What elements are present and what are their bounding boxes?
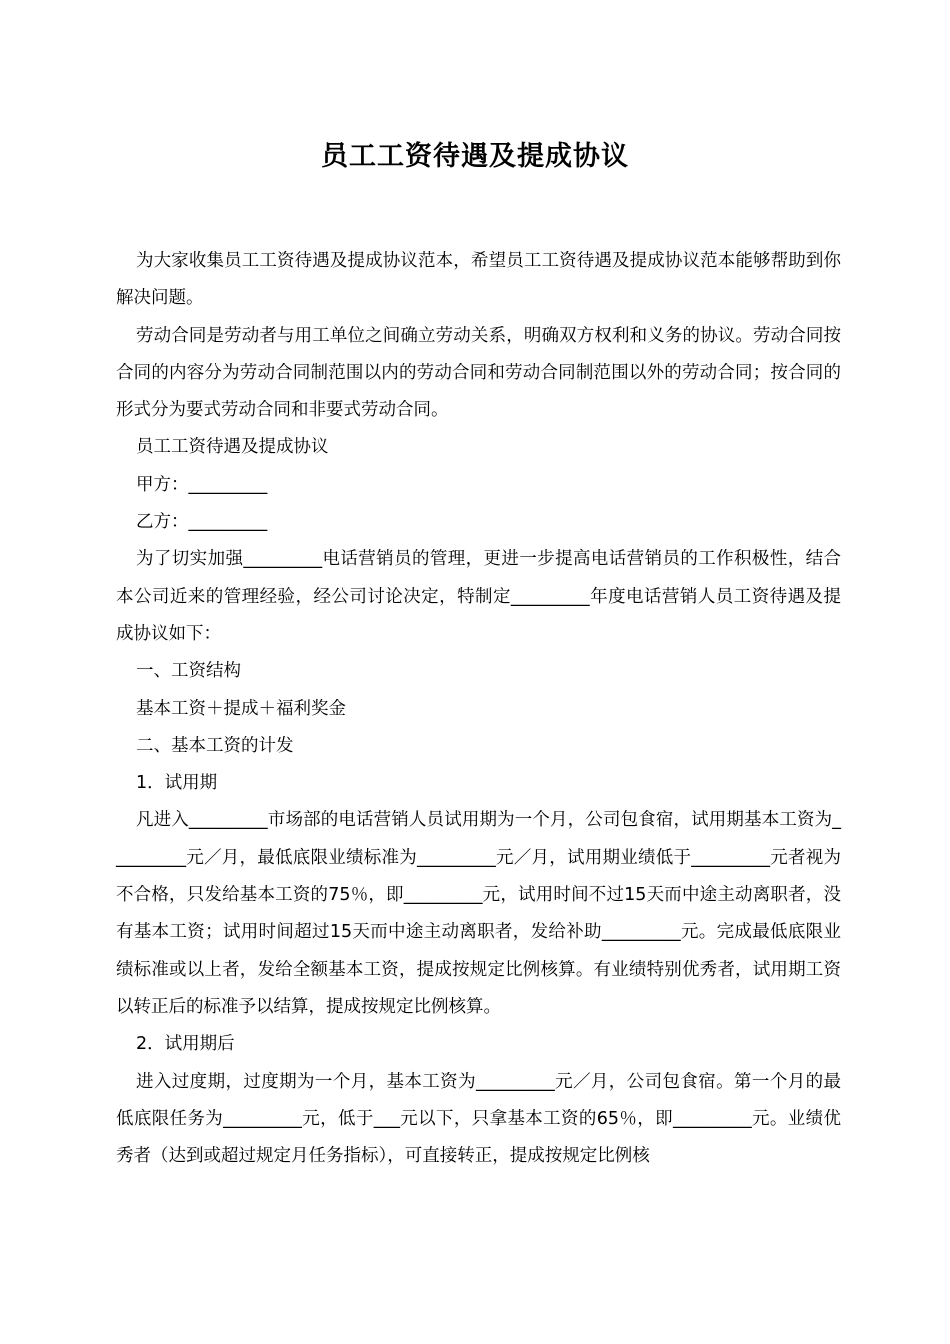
paragraph-probation: 凡进入_________市场部的电话营销人员试用期为一个月，公司包食宿，试用期基本工资为_________元／月，最低底限业绩标准为_________元／月，试用期业绩低于_________元者视为不合格，只发给基本工资的75％，即_________元，试用时间不过15天而中途主动离职者，没有基本工资；试用时间超过15天而中途主动离职者，发给补助_________元。完成最低底限业绩标准或以上者，发给全额基本工资，提成按规定比例核算。有业绩特别优秀者，试用期工资以转正后的标准予以结算，提成按规定比例核算。 [116,810,841,1017]
subsection-heading-after-probation: 2．试用期后 [136,1034,235,1055]
party-a-line: 甲方：_________ [136,474,268,495]
section-heading-salary-structure: 一、工资结构 [136,661,241,682]
paragraph-salary-structure: 基本工资＋提成＋福利奖金 [136,698,346,719]
paragraph-intro: 为大家收集员工工资待遇及提成协议范本，希望员工工资待遇及提成协议范本能够帮助到你解决问题。 [116,251,841,309]
paragraph-after-probation: 进入过度期，过度期为一个月，基本工资为_________元／月，公司包食宿。第一个月的最低底限任务为_________元，低于___元以下，只拿基本工资的65％，即_________元。业绩优秀者（达到或超过规定月任务指标），可直接转正，提成按规定比例核 [116,1071,841,1167]
document-title: 员工工资待遇及提成协议 [321,141,629,172]
party-b-line: 乙方：_________ [136,512,268,533]
document-body [116,243,841,1175]
paragraph-labor-contract: 劳动合同是劳动者与用工单位之间确立劳动关系，明确双方权利和义务的协议。劳动合同按合同的内容分为劳动合同制范围以内的劳动合同和劳动合同制范围以外的劳动合同；按合同的形式分为要式劳动合同和非要式劳动合同。 [116,325,841,421]
paragraph-purpose: 为了切实加强_________电话营销员的管理，更进一步提高电话营销员的工作积极性，结合本公司近来的管理经验，经公司讨论决定，特制定_________年度电话营销人员工资待遇及提成协议如下： [116,549,841,644]
section-heading-base-salary: 二、基本工资的计发 [136,735,294,756]
subsection-heading-probation: 1．试用期 [136,773,218,794]
paragraph-subtitle: 员工工资待遇及提成协议 [136,437,329,458]
